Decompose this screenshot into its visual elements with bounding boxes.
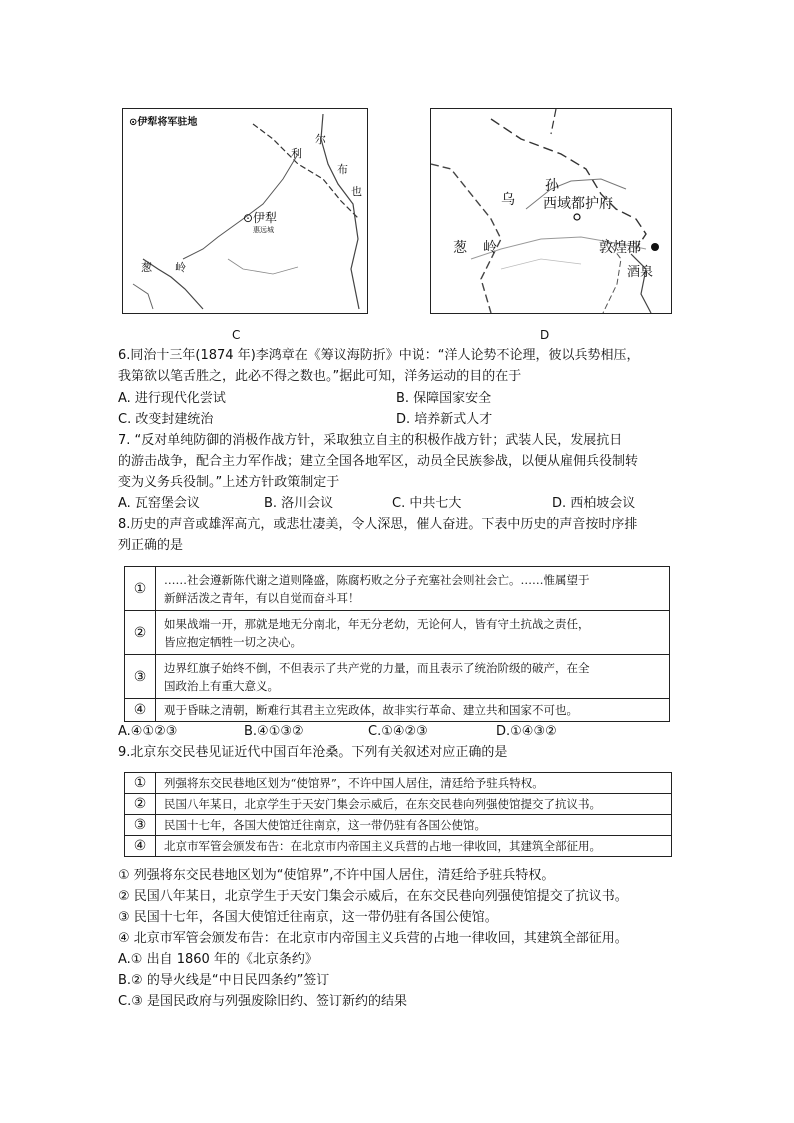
map-d-label-jiuquan: 酒泉 [627, 265, 654, 280]
map-d-label-ling: 岭 [483, 240, 497, 256]
map-d-label-sun: 孙 [545, 178, 559, 194]
map-c-label-you: 尔 [315, 133, 326, 146]
q8-row-text-line: 国政治上有重大意义。 [164, 678, 279, 693]
q8-row-text [156, 699, 670, 722]
q6-option-a: A. 进行现代化尝试 [118, 391, 226, 406]
q9-list-item: ② 民国八年某日，北京学生于天安门集会示威后，在东交民巷向列强使馆提交了抗议书。 [118, 889, 628, 904]
q9-table [124, 772, 672, 857]
q9-row-num: ③ [125, 815, 156, 836]
map-c-label-cong: 葱 [141, 261, 152, 274]
q8-row-text [156, 655, 670, 699]
q7-option-b: B. 洛川会议 [264, 496, 334, 511]
map-c-caption: C [232, 328, 241, 342]
q8-row-text [156, 567, 670, 611]
map-d-caption: D [540, 328, 550, 342]
q8-row [125, 611, 670, 655]
map-d-label-dunhuang: 敦煌郡 [599, 240, 641, 256]
map-c-label-yili: ⊙伊犁 [243, 211, 278, 225]
q6-option-d: D. 培养新式人才 [396, 412, 493, 427]
q8-row-text-line: ……社会遵新陈代谢之道则隆盛，陈腐朽败之分子充塞社会则社会亡。……惟属望于 [164, 572, 590, 587]
q9-row-num: ④ [125, 836, 156, 857]
q8-line-2: 列正确的是 [118, 538, 184, 553]
q8-row [125, 567, 670, 611]
q7-line-2: 的游击战争，配合主力军作战；建立全国各地军区，动员全民族参战，以便从雇佣兵役制转 [118, 454, 639, 469]
q6-option-c: C. 改变封建统治 [118, 412, 214, 427]
q8-table [124, 566, 670, 722]
q9-option-a: A.① 出自 1860 年的《北京条约》 [118, 952, 318, 967]
q7-option-d: D. 西柏坡会议 [552, 496, 636, 511]
q8-row-num: ① [125, 567, 156, 611]
q7-line-1: 7. “反对单纯防御的消极作战方针，采取独立自主的积极作战方针；武装人民，发展抗日 [118, 433, 623, 448]
map-d-label-wu: 乌 [501, 192, 515, 208]
q8-line-1: 8.历史的声音或雄浑高亢，或悲壮凄美，令人深思，催人奋进。下表中历史的声音按时序排 [118, 517, 638, 532]
q8-row-text-line: 边界红旗子始终不倒，不但表示了共产党的力量，而且表示了统治阶级的破产，在全 [164, 660, 590, 675]
q9-row [125, 836, 672, 857]
q8-row-text-line: 皆应抱定牺牲一切之决心。 [164, 634, 302, 649]
q9-line-1: 9.北京东交民巷见证近代中国百年沧桑。下列有关叙述对应正确的是 [118, 745, 508, 760]
map-c-label-ye: 也 [351, 185, 362, 198]
map-d [430, 108, 672, 314]
q9-row-num: ① [125, 773, 156, 794]
q8-row-text-line: 如果战端一开，那就是地无分南北，年无分老幼，无论何人，皆有守土抗战之责任， [164, 616, 590, 631]
q9-row-text: 民国八年某日，北京学生于天安门集会示威后，在东交民巷向列强使馆提交了抗议书。 [156, 794, 672, 815]
map-d-label-duhu: 西域都护府 [543, 196, 613, 212]
q8-row-num: ③ [125, 655, 156, 699]
q9-option-c: C.③ 是国民政府与列强废除旧约、签订新约的结果 [118, 994, 407, 1009]
q8-row-text-line: 观于昏昧之清朝，断难行其君主立宪政体，故非实行革命、建立共和国家不可也。 [164, 703, 578, 717]
q6-line-1: 6.同治十三年(1874 年)李鸿章在《筹议海防折》中说：“洋人论势不论理，彼以兵势相压， [118, 348, 640, 363]
q8-option-b: B.④①③② [244, 724, 304, 739]
q9-row-text: 列强将东交民巷地区划为“使馆界”，不许中国人居住，清廷给予驻兵特权。 [156, 773, 672, 794]
q7-option-c: C. 中共七大 [392, 496, 462, 511]
q6-line-2: 我第欲以笔舌胜之，此必不得之数也。”据此可知，洋务运动的目的在于 [118, 369, 522, 384]
map-d-label-cong: 葱 [453, 240, 467, 256]
q8-option-c: C.①④②③ [368, 724, 428, 739]
q9-list-item: ④ 北京市军管会颁发布告：在北京市内帝国主义兵营的占地一律收回，其建筑全部征用。 [118, 931, 628, 946]
q8-row-text-line: 新鲜活泼之青年，有以自觉而奋斗耳！ [164, 590, 360, 605]
q8-option-d: D.①④③② [496, 724, 557, 739]
q9-list-item: ③ 民国十七年，各国大使馆迁往南京，这一带仍驻有各国公使馆。 [118, 910, 498, 925]
q9-row-num: ② [125, 794, 156, 815]
q9-row-text: 北京市军管会颁发布告：在北京市内帝国主义兵营的占地一律收回，其建筑全部征用。 [156, 836, 672, 857]
q8-row-num: ④ [125, 699, 156, 722]
map-c-label-ling: 岭 [175, 261, 186, 274]
q8-option-a: A.④①②③ [118, 724, 178, 739]
q9-row [125, 773, 672, 794]
q8-row-num: ② [125, 611, 156, 655]
q7-option-a: A. 瓦窑堡会议 [118, 496, 200, 511]
map-c [122, 108, 368, 314]
map-c-label-bu: 布 [337, 163, 348, 176]
q9-row [125, 794, 672, 815]
q9-option-b: B.② 的导火线是“中日民四条约”签订 [118, 973, 330, 988]
q8-row [125, 655, 670, 699]
q9-list-item: ① 列强将东交民巷地区划为“使馆界”,不许中国人居住，清廷给予驻兵特权。 [118, 868, 555, 883]
map-c-legend: ⊙伊犁将军驻地 [129, 117, 198, 128]
q7-line-3: 变为义务兵役制。”上述方针政策制定于 [118, 475, 340, 490]
q9-row-text: 民国十七年，各国大使馆迁往南京，这一带仍驻有各国公使馆。 [156, 815, 672, 836]
q6-option-b: B. 保障国家安全 [396, 391, 492, 406]
q8-row-text [156, 611, 670, 655]
map-c-label-li: 利 [291, 147, 302, 160]
q8-row [125, 699, 670, 722]
q9-row [125, 815, 672, 836]
map-c-label-huiyuan: 惠远城 [253, 226, 274, 234]
